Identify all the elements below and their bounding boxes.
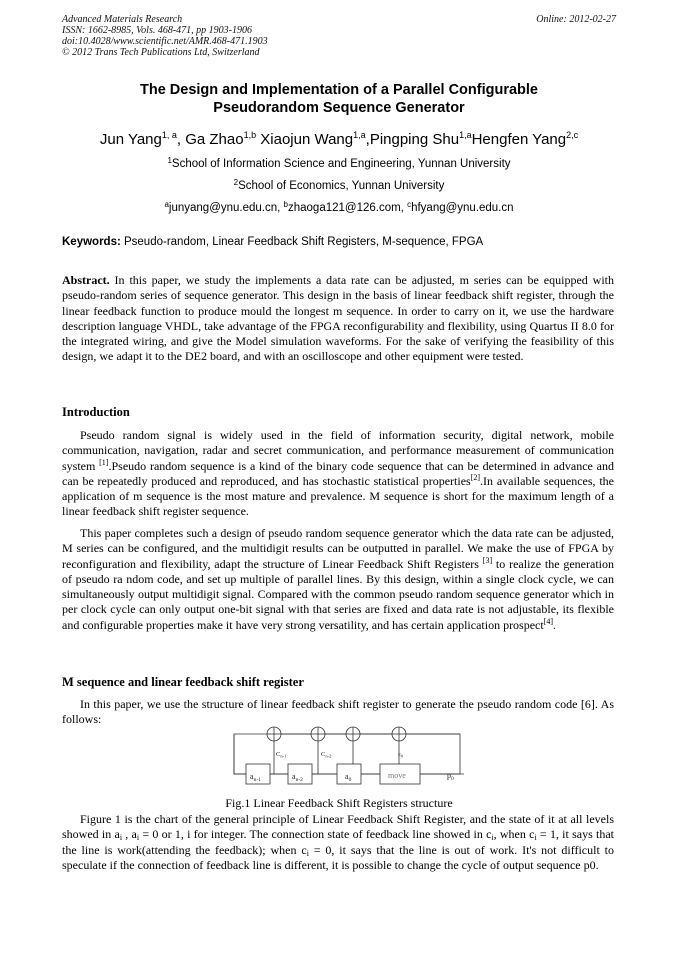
subscript: i [306,848,309,858]
author-sup: 2,c [566,130,579,140]
author-name: Jun Yang [99,131,162,148]
subscript: i [119,833,123,843]
para-text: . [553,617,557,632]
para-text: .In available sequences, the application of m sequence is the most mature and prevalence. M sequence is short for the maximum length of a linear feedback shift register sequence. [62,473,614,519]
keywords-label: Keywords: [62,236,121,248]
subscript: i [136,833,140,843]
paper-title [62,81,616,117]
subscript: i [491,833,494,843]
abstract [62,273,614,365]
author-sup: 1,b [243,130,257,140]
copyright-line: © 2012 Trans Tech Publications Ltd, Switzerland [62,47,260,58]
journal-name: Advanced Materials Research [62,14,183,25]
title-line-1: The Design and Implementation of a Parallel Configurable [139,82,538,98]
affil-text: School of Information Science and Engineering, Yunnan University [171,158,511,170]
para-text: Pseudo random signal is widely used in the field of information security, digital network, mobile communication, navigation, radar and secret communication, and performance measurement of communication system [62,428,614,473]
author-name: Hengfen Yang [471,131,567,148]
citation-ref: [1] [99,457,109,467]
para-text: , when c [493,827,535,842]
figure-caption: Fig.1 Linear Feedback Shift Registers structure [225,796,453,810]
author-name: Xiaojun Wang [260,131,354,148]
title-line-2: Pseudorandom Sequence Generator [213,100,465,116]
email-sup: b [283,200,288,209]
section-heading-msequence: M sequence and linear feedback shift register [62,675,304,689]
keywords-text: Pseudo-random, Linear Feedback Shift Registers, M-sequence, FPGA [120,236,484,248]
para-text: , a [122,827,137,842]
journal-header [62,14,268,58]
email-address: zhaoga121@126.com, [287,202,408,214]
para-text: = 0 or 1, i for integer. The connection state of feedback line showed in c [139,827,492,842]
register-label: $a_{n-1}$ [250,772,261,783]
para-text: Figure 1 is the chart of the general principle of Linear Feedback Shift Register, and the state of it at all levels showed in a [62,812,614,842]
subscript: i [534,833,537,843]
citation-ref: [3] [482,555,493,565]
doi-line: doi:10.4028/www.scientific.net/AMR.468-471.1903 [62,36,268,47]
online-date: Online: 2012-02-27 [536,14,616,25]
author-sup: 1,a [459,130,472,140]
abstract-text: In this paper, we study the implements a data rate can be adjusted, m series can be equipped with pseudo-random series of sequence generator. This design in the basis of linear feedback shift register, through the linear feedback function to produce mould the longest m sequence. In order to carry on it, we use the hardware description language VHDL, take advantage of the FPGA reconfigurability and flexibility, using Quartus II 8.0 for the integrated wiring, and give the Model simulation waveforms. For the sake of verifying the feasibility of this design, we adapt it to the DE2 board, and with an oscilloscope and other equipment were tested. [62,273,614,364]
issn-line: ISSN: 1662-8985, Vols. 468-471, pp 1903-1906 [62,25,252,36]
email-address: junyang@ynu.edu.cn, [168,202,284,214]
abstract-label: Abstract. [62,273,110,287]
msequence-paragraph-1: In this paper, we use the structure of linear feedback shift register to generate the pseudo random code [6]. As follows: [62,697,614,727]
email-sup: a [164,200,169,209]
affil-text: School of Economics, Yunnan University [238,180,445,192]
affil-sup: 1 [167,156,172,165]
lfsr-structure-figure [232,726,482,794]
email-line [62,201,616,215]
author-sep: , [365,131,370,148]
para-text: = 0, it says that the line is out of work. It's not difficult to speculate if the connection of feedback line is different, it is possible to change the cycle of output sequence p0. [62,842,614,872]
coefficient-label: $c_0$ [398,751,404,759]
citation-ref: [4] [543,616,554,626]
author-list [62,130,616,149]
para-text: to realize the generation of pseudo ra ndom code, and set up multiple of parallel lines. By this design, within a single clock cycle, we can simultaneously output multidigit signal. Compared with the common pseudo random sequence generator which in per clock cycle can only output one-bit signal with that series are fixed and data rate is not adjustable, its flexible and configurable properties make it have very strong versatility, and has certain application prospect [62,556,614,632]
para-text: This paper completes such a design of pseudo random sequence generator which the data rate can be adjusted, M series can be configured, and the multidigit results can be outputted in parallel. We make the use of FPGA by reconfiguration and flexibility, adapt the structure of Linear Feedback Shift Registers [62,526,614,571]
affil-sup: 2 [233,178,239,187]
register-label: $a_0$ [345,772,352,783]
intro-paragraph-1 [62,428,614,520]
author-sep: , [176,131,186,148]
email-address: hfyang@ynu.edu.cn [411,202,514,214]
msequence-paragraph-2 [62,812,614,873]
intro-paragraph-2 [62,526,614,633]
coefficient-label: $C_{n-2}$ [321,751,332,759]
para-text: = 1, it says that the line is work(attending the feedback); when c [62,827,614,857]
affiliation-2 [62,179,616,193]
move-label: move [388,771,406,780]
author-name: Pingping Shu [369,131,460,148]
para-text: .Pseudo random sequence is a kind of the binary code sequence that can be determined in advance and can be repeatedly produced and reproduced, and has stochastic statistical properties [62,458,614,488]
email-sup: c [407,200,412,209]
keywords [62,235,616,249]
affiliation-1 [62,157,616,171]
citation-ref: [2] [470,472,481,482]
author-sup: 1,a [353,130,366,140]
register-label: $a_{n-2}$ [292,772,303,783]
coefficient-label: $C_{n-1}$ [276,751,287,759]
author-name: Ga Zhao [185,131,244,148]
author-sup: 1, a [161,130,177,140]
section-heading-introduction: Introduction [62,405,130,419]
output-label: $p_0$ [447,771,454,782]
